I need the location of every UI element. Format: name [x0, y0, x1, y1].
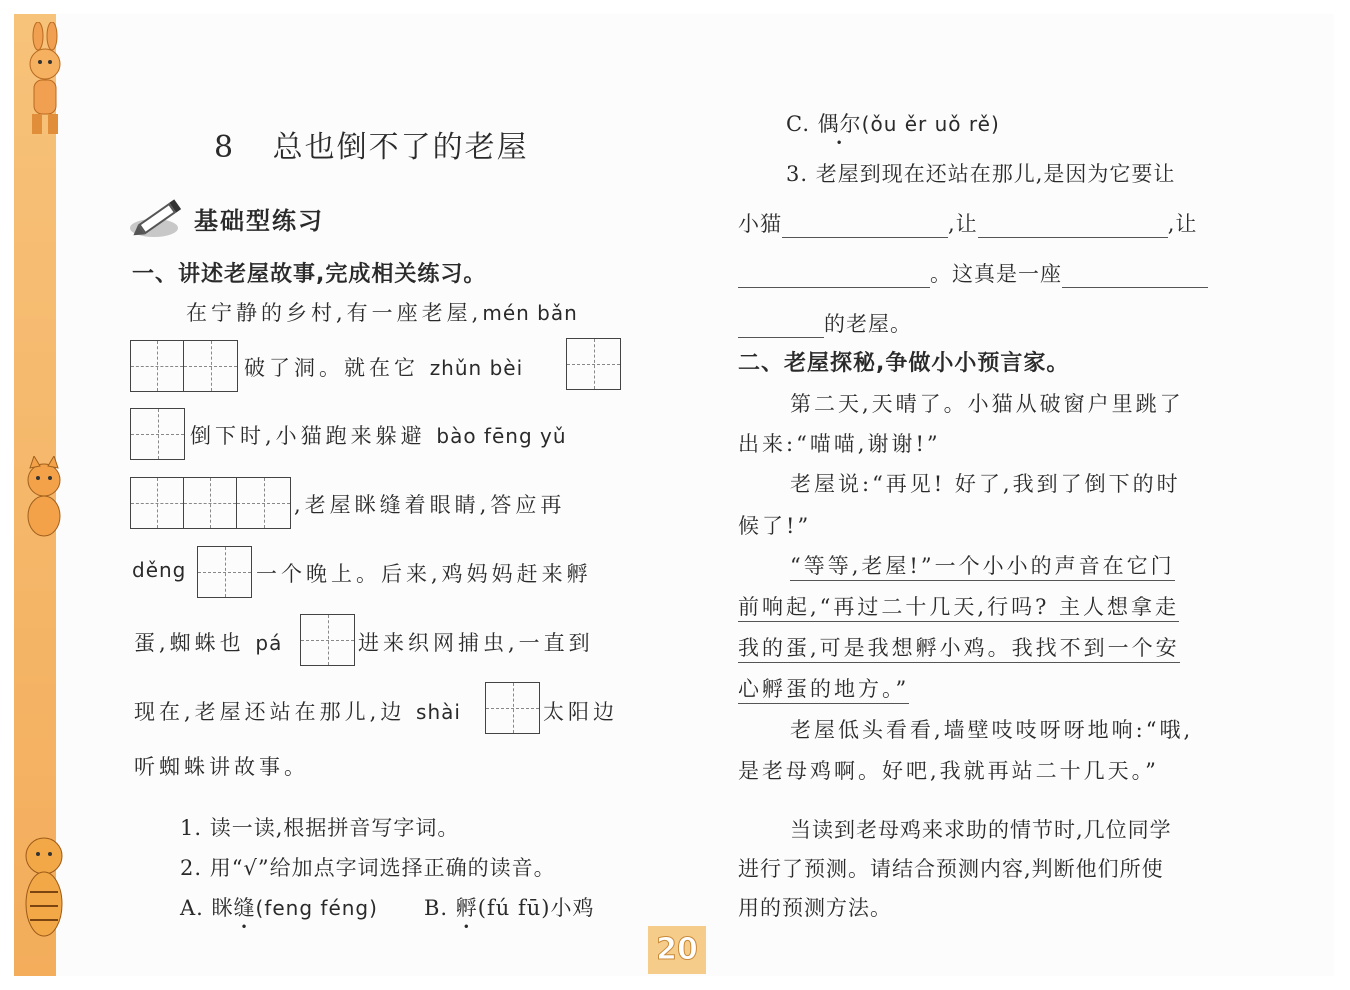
story-text: 倒下时,小猫跑来躲避 [190, 424, 426, 448]
story-line-5 [132, 558, 186, 582]
story-line-4: ,老屋眯缝着眼睛,答应再 [294, 493, 566, 517]
option-a-prefix: A. 眯 [180, 896, 234, 920]
question-3: 3. 老屋到现在还站在那儿,是因为它要让 [786, 162, 1176, 186]
pinyin-prompt: pá [255, 631, 283, 655]
story2-line-10: 是老母鸡啊。好吧,我就再站二十几天。” [738, 759, 1159, 783]
question-2-option-b[interactable] [424, 892, 594, 922]
question-2: 2. 用“√”给加点字词选择正确的读音。 [180, 856, 556, 880]
pinyin-prompt: zhǔn bèi [429, 356, 524, 380]
q3-text: 小猫 [738, 212, 782, 236]
story-line-6-text: 进来织网捕虫,一直到 [358, 631, 594, 655]
pinyin-prompt: mén bǎn [482, 301, 578, 325]
story-line-3 [190, 420, 567, 450]
writing-box-shai[interactable] [485, 682, 540, 734]
pinyin-prompt: děng [132, 558, 187, 582]
option-c-readings: (ǒu ěr uǒ rě) [861, 112, 1000, 136]
story2-line-4: 候了!” [738, 514, 812, 538]
story2-line-9: 老屋低头看看,墙壁吱吱呀呀地响:“哦, [790, 718, 1194, 742]
part1-heading: 一、讲述老屋故事,完成相关练习。 [132, 262, 487, 287]
story2-underlined-4 [738, 673, 909, 703]
answer-blank[interactable] [1062, 266, 1208, 288]
dotted-character: 缝 [233, 896, 256, 920]
dotted-characters: 偶尔 [817, 112, 862, 136]
question-2-option-a[interactable] [180, 892, 378, 922]
lesson-number: 8 [214, 130, 236, 165]
task-line-3: 用的预测方法。 [738, 896, 892, 920]
story-text: 蛋,蜘蛛也 [134, 631, 245, 655]
pinyin-prompt: shài [416, 700, 461, 724]
section-banner [128, 196, 324, 240]
cat-mascot-icon [18, 456, 70, 546]
pencil-icon [128, 196, 186, 240]
story2-line-1: 第二天,天晴了。小猫从破窗户里跳了 [790, 392, 1184, 416]
story-line-1 [186, 297, 578, 327]
writing-box-deng[interactable] [197, 546, 252, 598]
story2-line-2: 出来:“喵喵,谢谢!” [738, 432, 941, 456]
option-a-readings: (feng féng) [255, 896, 378, 920]
task-line-2: 进行了预测。请结合预测内容,判断他们所使 [738, 857, 1164, 881]
story-line-7 [134, 696, 461, 726]
writing-box-zhun-bei[interactable] [566, 338, 621, 390]
part2-heading: 二、老屋探秘,争做小小预言家。 [738, 351, 1070, 376]
story-line-7-text: 太阳边 [543, 700, 618, 724]
story-text: 破了洞。就在它 [244, 356, 419, 380]
writing-box-pa[interactable] [300, 614, 355, 666]
story-line-5-text: 一个晚上。后来,鸡妈妈赶来孵 [256, 562, 592, 586]
lesson-title-text: 总也倒不了的老屋 [272, 130, 529, 165]
q3-text: 。这真是一座 [930, 262, 1062, 286]
story2-line-3: 老屋说:“再见! 好了,我到了倒下的时 [790, 472, 1181, 496]
tiger-mascot-icon [18, 828, 70, 948]
story2-underlined-1 [790, 550, 1175, 580]
question-2-option-c[interactable] [786, 108, 1000, 138]
underlined-text: 前响起,“再过二十几天,行吗? 主人想拿走 [738, 595, 1179, 622]
story-line-8: 听蜘蛛讲故事。 [134, 755, 309, 779]
question-3-line-4 [738, 308, 912, 338]
question-3-line-3 [738, 258, 1208, 288]
q3-text: 的老屋。 [824, 312, 912, 336]
q3-text: ,让 [1167, 212, 1198, 236]
underlined-text: “等等,老屋!”一个小小的声音在它门 [790, 554, 1175, 581]
task-line-1: 当读到老母鸡来求助的情节时,几位同学 [790, 818, 1172, 842]
section-banner-text: 基础型练习 [194, 206, 324, 235]
question-3-line-2 [738, 208, 1197, 238]
answer-blank[interactable] [782, 216, 948, 238]
writing-box-zhun-bei-2[interactable] [130, 408, 185, 460]
answer-blank[interactable] [978, 216, 1168, 238]
pinyin-prompt: bào fēng yǔ [436, 424, 567, 448]
story-line-2 [244, 352, 523, 382]
option-c-prefix: C. [786, 112, 818, 136]
lesson-title [214, 122, 529, 166]
page-number: 20 [648, 926, 706, 974]
option-b-prefix: B. [424, 896, 456, 920]
answer-blank[interactable] [738, 316, 824, 338]
story2-underlined-3 [738, 632, 1180, 662]
story-text: 在宁静的乡村,有一座老屋, [186, 301, 483, 325]
underlined-text: 心孵蛋的地方。” [738, 677, 909, 704]
story2-underlined-2 [738, 591, 1179, 621]
story-line-6 [134, 627, 282, 657]
q3-text: ,让 [948, 212, 978, 236]
writing-box-men-ban[interactable] [130, 340, 238, 392]
underlined-text: 我的蛋,可是我想孵小鸡。我找不到一个安 [738, 636, 1180, 663]
question-1: 1. 读一读,根据拼音写字词。 [180, 816, 460, 840]
story-text: 现在,老屋还站在那儿,边 [134, 700, 406, 724]
option-b-readings: (fú fū)小鸡 [477, 896, 595, 920]
rabbit-mascot-icon [18, 22, 70, 142]
answer-blank[interactable] [738, 266, 930, 288]
dotted-character: 孵 [455, 896, 478, 920]
writing-box-bao-feng-yu[interactable] [130, 477, 291, 529]
